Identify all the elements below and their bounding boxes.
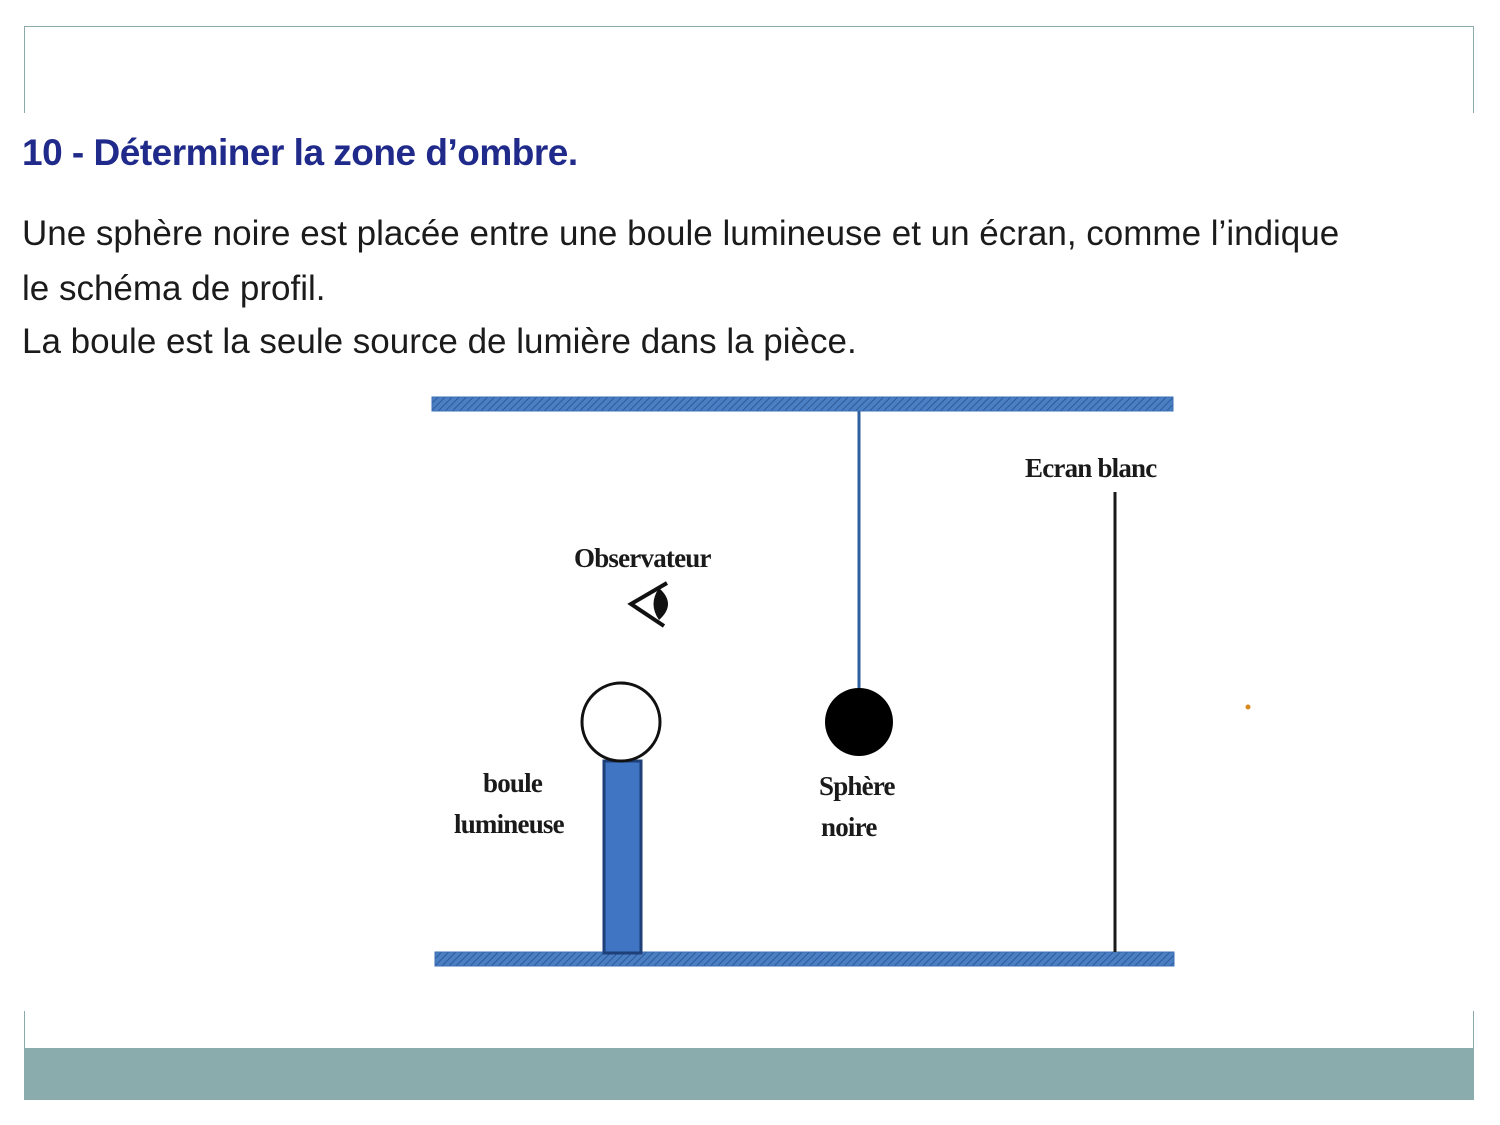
- ceiling: [432, 397, 1173, 411]
- floor: [435, 952, 1174, 966]
- speck: [1246, 705, 1251, 710]
- eye-icon: [631, 583, 668, 626]
- exercise-line-1: Une sphère noire est placée entre une boule lumineuse et un écran, comme l’indique: [22, 214, 1340, 253]
- lamp-label-line2: lumineuse: [454, 809, 564, 839]
- screen-label: Ecran blanc: [1025, 453, 1157, 483]
- black-sphere: [825, 688, 893, 756]
- sphere-label-line1: Sphère: [819, 771, 895, 801]
- exercise-line-2: le schéma de profil.: [22, 269, 326, 308]
- lamp-pole: [604, 761, 641, 953]
- observer-label: Observateur: [574, 543, 711, 573]
- sphere-label-line2: noire: [821, 812, 877, 842]
- lamp-label-line1: boule: [483, 768, 543, 798]
- exercise-line-3: La boule est la seule source de lumière dans la pièce.: [22, 322, 857, 361]
- exercise-title: 10 - Déterminer la zone d’ombre.: [22, 132, 578, 173]
- luminous-ball: [582, 683, 660, 761]
